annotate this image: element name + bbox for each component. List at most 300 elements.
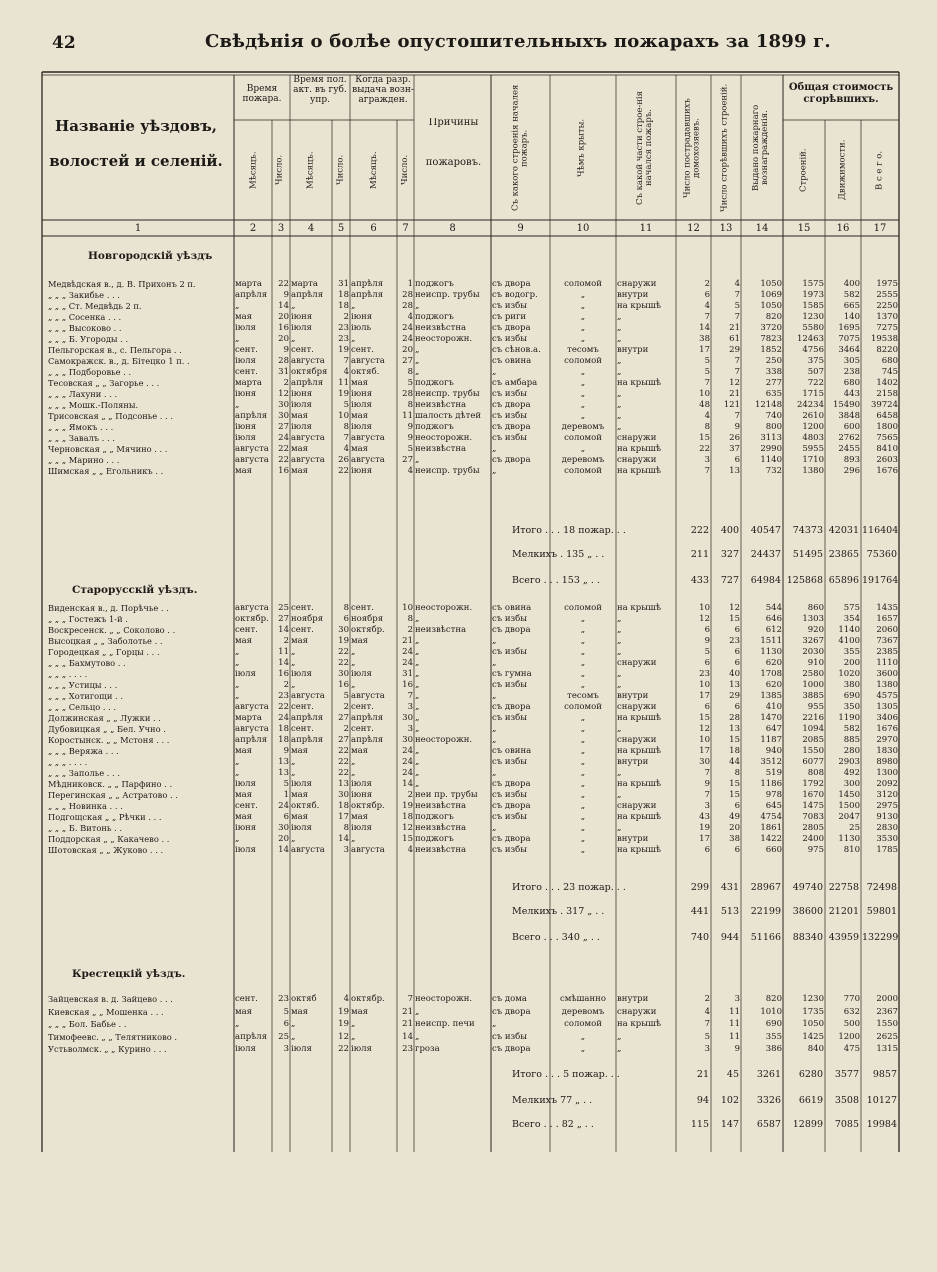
- column-number: 8: [449, 223, 456, 234]
- table-cell: марта: [235, 378, 262, 388]
- table-cell: октябр.: [351, 801, 385, 811]
- table-cell: „: [617, 823, 622, 833]
- column-number: 5: [337, 223, 345, 234]
- table-cell: 10: [338, 411, 349, 421]
- table-cell: мая: [291, 812, 309, 822]
- header-award: Когда разр. выдача возн-агражден.: [352, 75, 414, 105]
- totals-label: Мелкихъ . 135 „ . .: [512, 549, 605, 560]
- table-cell: съ избы: [492, 713, 528, 723]
- table-cell: 1305: [876, 702, 898, 712]
- table-cell: августа: [235, 603, 269, 613]
- table-cell: 8: [704, 422, 710, 432]
- table-cell: 1130: [838, 834, 860, 844]
- table-cell: 690: [765, 1019, 782, 1030]
- table-cell: 19: [699, 823, 710, 833]
- table-cell: 7823: [760, 334, 782, 344]
- table-cell: ноября: [351, 614, 384, 624]
- table-cell: „: [580, 812, 586, 822]
- table-cell: 17: [699, 345, 710, 355]
- table-row: [0, 400, 937, 411]
- table-cell: 15: [729, 790, 740, 800]
- table-cell: сент.: [235, 801, 258, 811]
- table-cell: 21: [402, 1006, 413, 1017]
- table-row: [0, 389, 937, 400]
- table-cell: 12: [729, 378, 740, 388]
- table-cell: „ „ „ Высоково . .: [48, 323, 122, 333]
- table-cell: 12148: [754, 400, 782, 410]
- table-cell: 1792: [802, 779, 824, 789]
- table-cell: „: [415, 746, 420, 756]
- table-cell: 443: [843, 389, 860, 399]
- table-cell: неизвѣстна: [415, 625, 467, 635]
- table-cell: поджогъ: [415, 378, 454, 388]
- table-row: [0, 994, 937, 1005]
- table-cell: 3: [734, 994, 740, 1004]
- table-cell: 3464: [838, 345, 860, 355]
- table-cell: іюля: [291, 323, 312, 333]
- table-cell: „: [415, 636, 420, 646]
- table-cell: мая: [235, 312, 253, 322]
- table-cell: „: [492, 691, 497, 701]
- table-cell: „: [580, 625, 586, 635]
- table-cell: 885: [843, 735, 860, 745]
- table-cell: мая: [351, 378, 369, 388]
- table-cell: мая: [351, 636, 369, 646]
- table-cell: 8410: [876, 444, 898, 454]
- table-cell: 2000: [876, 994, 898, 1004]
- table-cell: 338: [765, 367, 782, 377]
- table-cell: іюля: [235, 779, 256, 789]
- totals-value: 191764: [862, 575, 899, 586]
- table-cell: 9: [704, 636, 710, 646]
- table-cell: сент.: [351, 724, 374, 734]
- table-cell: 2: [343, 724, 349, 734]
- table-cell: 386: [765, 1044, 782, 1055]
- table-cell: іюля: [235, 669, 256, 679]
- table-cell: тесомъ: [567, 345, 599, 355]
- table-cell: „: [617, 312, 622, 322]
- table-cell: „: [351, 768, 356, 778]
- table-cell: 2250: [876, 301, 898, 311]
- table-cell: мая: [291, 1006, 309, 1017]
- table-cell: „ „ „ Бахмутово . .: [48, 658, 126, 668]
- table-cell: „: [351, 757, 356, 767]
- table-cell: іюля: [291, 779, 312, 789]
- table-cell: „: [235, 757, 240, 767]
- table-cell: „: [580, 411, 586, 421]
- totals-value: 9857: [872, 1069, 897, 1080]
- table-cell: Самокражск. в., д. Бітецко 1 п. .: [48, 356, 190, 366]
- table-cell: 277: [765, 378, 782, 388]
- table-cell: на крышѣ: [617, 713, 661, 723]
- table-cell: соломой: [564, 433, 602, 443]
- table-cell: 8: [343, 823, 349, 833]
- table-cell: „: [351, 680, 356, 690]
- header-cause-title: Причины: [428, 118, 479, 128]
- table-cell: 1230: [802, 312, 824, 322]
- table-cell: „ „ „ Лахуни . . .: [48, 389, 118, 399]
- table-cell: марта: [235, 279, 262, 289]
- table-cell: соломой: [564, 356, 602, 366]
- column-number: 11: [639, 223, 653, 234]
- table-cell: „: [492, 735, 497, 745]
- table-cell: „: [235, 400, 240, 410]
- table-cell: 7: [734, 367, 740, 377]
- table-cell: 23: [402, 1044, 413, 1055]
- table-cell: „: [415, 680, 420, 690]
- table-cell: 5: [343, 691, 349, 701]
- table-cell: мая: [235, 790, 253, 800]
- table-cell: сент.: [351, 702, 374, 712]
- table-cell: 1402: [876, 378, 898, 388]
- table-cell: внутри: [617, 290, 649, 300]
- table-cell: 250: [765, 356, 782, 366]
- table-cell: октяб.: [291, 801, 320, 811]
- totals-value: 74373: [792, 525, 823, 536]
- table-cell: 48: [699, 400, 710, 410]
- table-cell: 1300: [876, 768, 898, 778]
- table-cell: на крышѣ: [617, 1019, 661, 1030]
- header-award-month: Мѣсяцъ.: [369, 151, 379, 189]
- table-cell: 18: [402, 812, 413, 822]
- table-cell: 27: [278, 614, 289, 624]
- table-cell: 612: [765, 625, 782, 635]
- table-cell: „ „ „ Сельцо . . .: [48, 702, 117, 712]
- table-cell: 6: [704, 702, 710, 712]
- table-cell: 1200: [802, 422, 824, 432]
- table-cell: октябр.: [235, 614, 269, 624]
- table-cell: 6: [734, 658, 740, 668]
- table-cell: 16: [338, 680, 349, 690]
- table-cell: 24: [278, 801, 289, 811]
- table-cell: неизвѣстна: [415, 400, 467, 410]
- table-cell: іюля: [351, 400, 372, 410]
- table-cell: съ овина: [492, 356, 532, 366]
- table-cell: 582: [843, 724, 860, 734]
- totals-value: 740: [690, 932, 709, 943]
- table-cell: 21: [402, 1019, 413, 1030]
- table-cell: іюля: [235, 356, 256, 366]
- table-cell: „: [617, 669, 622, 679]
- table-cell: 2: [704, 279, 710, 289]
- table-cell: апрѣля: [351, 735, 384, 745]
- table-cell: 7075: [838, 334, 860, 344]
- table-cell: мая: [235, 1006, 253, 1017]
- table-cell: 492: [843, 768, 860, 778]
- column-number: 4: [307, 223, 315, 234]
- table-cell: 1800: [876, 422, 898, 432]
- table-cell: тесомъ: [567, 691, 599, 701]
- table-cell: 19: [338, 345, 349, 355]
- table-cell: 680: [881, 356, 898, 366]
- table-cell: мая: [351, 746, 369, 756]
- table-cell: 13: [278, 757, 289, 767]
- table-cell: „: [617, 334, 622, 344]
- table-cell: на крышѣ: [617, 378, 661, 388]
- table-cell: съ избы: [492, 790, 528, 800]
- table-cell: Зайцевская в. д. Зайцево . . .: [48, 994, 173, 1004]
- table-cell: апрѣля: [235, 411, 268, 421]
- section-heading: Старорусскій уѣздъ.: [72, 584, 198, 596]
- table-row: [0, 625, 937, 636]
- table-cell: 15: [402, 834, 413, 844]
- table-cell: 2975: [876, 801, 898, 811]
- table-cell: „: [415, 455, 420, 465]
- table-cell: 24: [402, 768, 413, 778]
- table-cell: 7083: [802, 812, 824, 822]
- table-cell: „: [291, 1031, 296, 1042]
- table-cell: 2047: [838, 812, 860, 822]
- table-cell: Мѣдниковск. „ „ Парфино . .: [48, 779, 173, 789]
- table-cell: 1094: [802, 724, 824, 734]
- table-cell: съ водогр.: [492, 290, 538, 300]
- table-cell: 647: [765, 724, 782, 734]
- table-cell: 7: [704, 466, 710, 476]
- table-cell: 25: [849, 823, 860, 833]
- table-cell: деревомъ: [561, 1006, 605, 1017]
- table-cell: августа: [351, 455, 385, 465]
- table-cell: 22: [338, 658, 349, 668]
- table-cell: 121: [723, 400, 740, 410]
- table-cell: іюль: [351, 323, 372, 333]
- table-cell: „: [351, 1019, 356, 1030]
- table-cell: 355: [765, 1031, 782, 1042]
- table-cell: іюля: [351, 1044, 372, 1055]
- table-cell: соломой: [564, 702, 602, 712]
- table-cell: 1069: [760, 290, 782, 300]
- table-cell: 21: [729, 323, 740, 333]
- table-cell: Воскресенск. „ „ Соколово . .: [48, 625, 176, 635]
- table-cell: августа: [235, 702, 269, 712]
- table-cell: 1020: [838, 669, 860, 679]
- table-cell: 18: [278, 724, 289, 734]
- table-cell: 28: [402, 290, 413, 300]
- table-cell: „: [580, 768, 586, 778]
- column-number: 12: [687, 223, 700, 234]
- table-cell: 22: [338, 466, 349, 476]
- table-cell: 800: [765, 422, 782, 432]
- table-cell: 722: [807, 378, 824, 388]
- table-cell: октяб: [291, 994, 317, 1004]
- totals-value: 21201: [828, 906, 859, 917]
- totals-value: 12899: [792, 1119, 823, 1130]
- table-cell: 49: [729, 812, 740, 822]
- table-cell: 4: [407, 845, 413, 855]
- table-cell: внутри: [617, 691, 649, 701]
- table-cell: „: [580, 680, 586, 690]
- table-cell: марта: [291, 279, 318, 289]
- table-cell: августа: [291, 845, 325, 855]
- table-cell: „: [617, 323, 622, 333]
- table-cell: „: [291, 680, 296, 690]
- totals-value: 19984: [866, 1119, 897, 1130]
- table-cell: 2216: [802, 713, 824, 723]
- table-cell: 2: [283, 680, 289, 690]
- totals-value: 125868: [786, 575, 823, 586]
- table-cell: 1575: [802, 279, 824, 289]
- table-cell: „: [617, 1044, 622, 1055]
- table-cell: деревомъ: [561, 422, 605, 432]
- table-cell: 24: [402, 658, 413, 668]
- table-cell: 8: [407, 400, 413, 410]
- table-cell: съ избы: [492, 680, 528, 690]
- table-cell: „: [580, 323, 586, 333]
- totals-value: 3508: [834, 1095, 859, 1106]
- table-cell: 5580: [802, 323, 824, 333]
- table-cell: 30: [402, 713, 413, 723]
- table-cell: 2: [343, 702, 349, 712]
- table-cell: на крышѣ: [617, 845, 661, 855]
- table-cell: 24: [402, 334, 413, 344]
- table-cell: „: [235, 301, 240, 311]
- table-cell: съ гумна: [492, 669, 532, 679]
- table-cell: 1973: [802, 290, 824, 300]
- table-cell: 4: [343, 994, 349, 1004]
- table-cell: деревомъ: [561, 455, 605, 465]
- table-cell: 4803: [802, 433, 824, 443]
- table-cell: 23: [278, 691, 289, 701]
- table-cell: іюля: [235, 1044, 256, 1055]
- table-cell: „: [580, 658, 586, 668]
- table-cell: 660: [765, 845, 782, 855]
- table-row: [0, 746, 937, 757]
- table-cell: „ „ „ Подборовье . .: [48, 367, 132, 377]
- table-cell: „: [580, 724, 586, 734]
- table-cell: съ амбара: [492, 378, 538, 388]
- table-cell: „: [617, 647, 622, 657]
- table-cell: 6: [704, 658, 710, 668]
- table-cell: 3: [704, 801, 710, 811]
- table-cell: 31: [278, 367, 289, 377]
- table-cell: 2555: [876, 290, 898, 300]
- table-cell: съ избы: [492, 614, 528, 624]
- table-cell: 7: [407, 994, 413, 1004]
- table-row: [0, 1007, 937, 1018]
- table-cell: „: [351, 1031, 356, 1042]
- table-cell: 1140: [760, 455, 782, 465]
- table-cell: 30: [338, 669, 349, 679]
- totals-label: Всего . . . 340 „ . .: [512, 932, 600, 943]
- table-cell: 9: [407, 433, 413, 443]
- table-cell: „: [415, 367, 420, 377]
- table-cell: съ избы: [492, 845, 528, 855]
- table-cell: „: [617, 1031, 622, 1042]
- table-cell: 665: [843, 301, 860, 311]
- table-cell: „: [580, 312, 586, 322]
- table-cell: 1470: [760, 713, 782, 723]
- table-cell: неосторожн.: [415, 334, 473, 344]
- table-cell: 14: [699, 323, 710, 333]
- table-cell: съ избы: [492, 301, 528, 311]
- table-cell: сент.: [235, 994, 258, 1004]
- totals-value: 6587: [756, 1119, 781, 1130]
- table-cell: „: [291, 757, 296, 767]
- table-row: [0, 1044, 937, 1055]
- table-cell: 6: [283, 812, 289, 822]
- table-cell: „ „ „ Веряжа . . .: [48, 746, 119, 756]
- table-cell: 519: [765, 768, 782, 778]
- table-cell: 8: [343, 422, 349, 432]
- table-cell: „: [580, 378, 586, 388]
- table-cell: 9: [283, 746, 289, 756]
- header-cause-sub: пожаровъ.: [425, 158, 482, 168]
- table-cell: Должинская „ „ Лужки . .: [48, 713, 161, 723]
- table-cell: снаружи: [617, 702, 657, 712]
- table-cell: 6: [704, 625, 710, 635]
- table-cell: 1000: [802, 680, 824, 690]
- table-cell: сент.: [291, 603, 314, 613]
- table-cell: сент.: [235, 345, 258, 355]
- table-cell: съ двора: [492, 702, 531, 712]
- table-row: [0, 691, 937, 702]
- table-row: [0, 1032, 937, 1043]
- table-row: [0, 658, 937, 669]
- table-cell: „: [291, 647, 296, 657]
- table-cell: „ „ „ Гостежъ 1-й .: [48, 614, 128, 624]
- table-cell: 27: [338, 735, 349, 745]
- table-cell: 2762: [838, 433, 860, 443]
- totals-row: [0, 931, 937, 945]
- table-cell: 354: [843, 614, 860, 624]
- table-cell: 11: [729, 1006, 740, 1017]
- table-cell: 5: [407, 444, 413, 454]
- table-cell: 12: [729, 603, 740, 613]
- totals-value: 45: [726, 1069, 739, 1080]
- table-cell: ноября: [291, 614, 324, 624]
- table-cell: Киевская „ „ Мошенка . . .: [48, 1006, 164, 1017]
- table-cell: 18: [338, 301, 349, 311]
- table-cell: съ избы: [492, 411, 528, 421]
- table-cell: „: [351, 334, 356, 344]
- totals-value: 132299: [862, 932, 899, 943]
- table-cell: 646: [765, 614, 782, 624]
- table-cell: 2: [283, 636, 289, 646]
- totals-value: 400: [720, 525, 739, 536]
- table-cell: 11: [278, 647, 289, 657]
- totals-value: 49740: [792, 882, 823, 893]
- table-cell: 2610: [802, 411, 824, 421]
- table-cell: снаружи: [617, 735, 657, 745]
- table-cell: 1670: [802, 790, 824, 800]
- table-cell: съ двора: [492, 801, 531, 811]
- table-cell: 27: [338, 713, 349, 723]
- totals-row: [0, 1118, 937, 1132]
- table-cell: 1715: [802, 389, 824, 399]
- table-cell: снаружи: [617, 658, 657, 668]
- table-cell: „: [580, 647, 586, 657]
- table-cell: Трисовская „ „ Подсонье . . .: [48, 411, 173, 421]
- table-cell: 30: [278, 400, 289, 410]
- table-cell: 10: [699, 603, 710, 613]
- table-cell: 6: [343, 614, 349, 624]
- table-cell: 16: [278, 323, 289, 333]
- table-cell: 1710: [802, 455, 824, 465]
- table-cell: Черновская „ „ Мячино . . .: [48, 444, 168, 454]
- table-cell: 2060: [876, 625, 898, 635]
- table-cell: 19: [338, 389, 349, 399]
- table-row: [0, 290, 937, 301]
- table-cell: 5: [407, 378, 413, 388]
- table-cell: 20: [278, 334, 289, 344]
- table-cell: 808: [807, 768, 824, 778]
- table-cell: 380: [843, 680, 860, 690]
- table-cell: 5: [283, 779, 289, 789]
- table-cell: 43: [699, 812, 710, 822]
- table-row: [0, 433, 937, 444]
- table-cell: 1187: [760, 735, 782, 745]
- table-cell: іюня: [291, 389, 313, 399]
- table-cell: сент.: [235, 367, 258, 377]
